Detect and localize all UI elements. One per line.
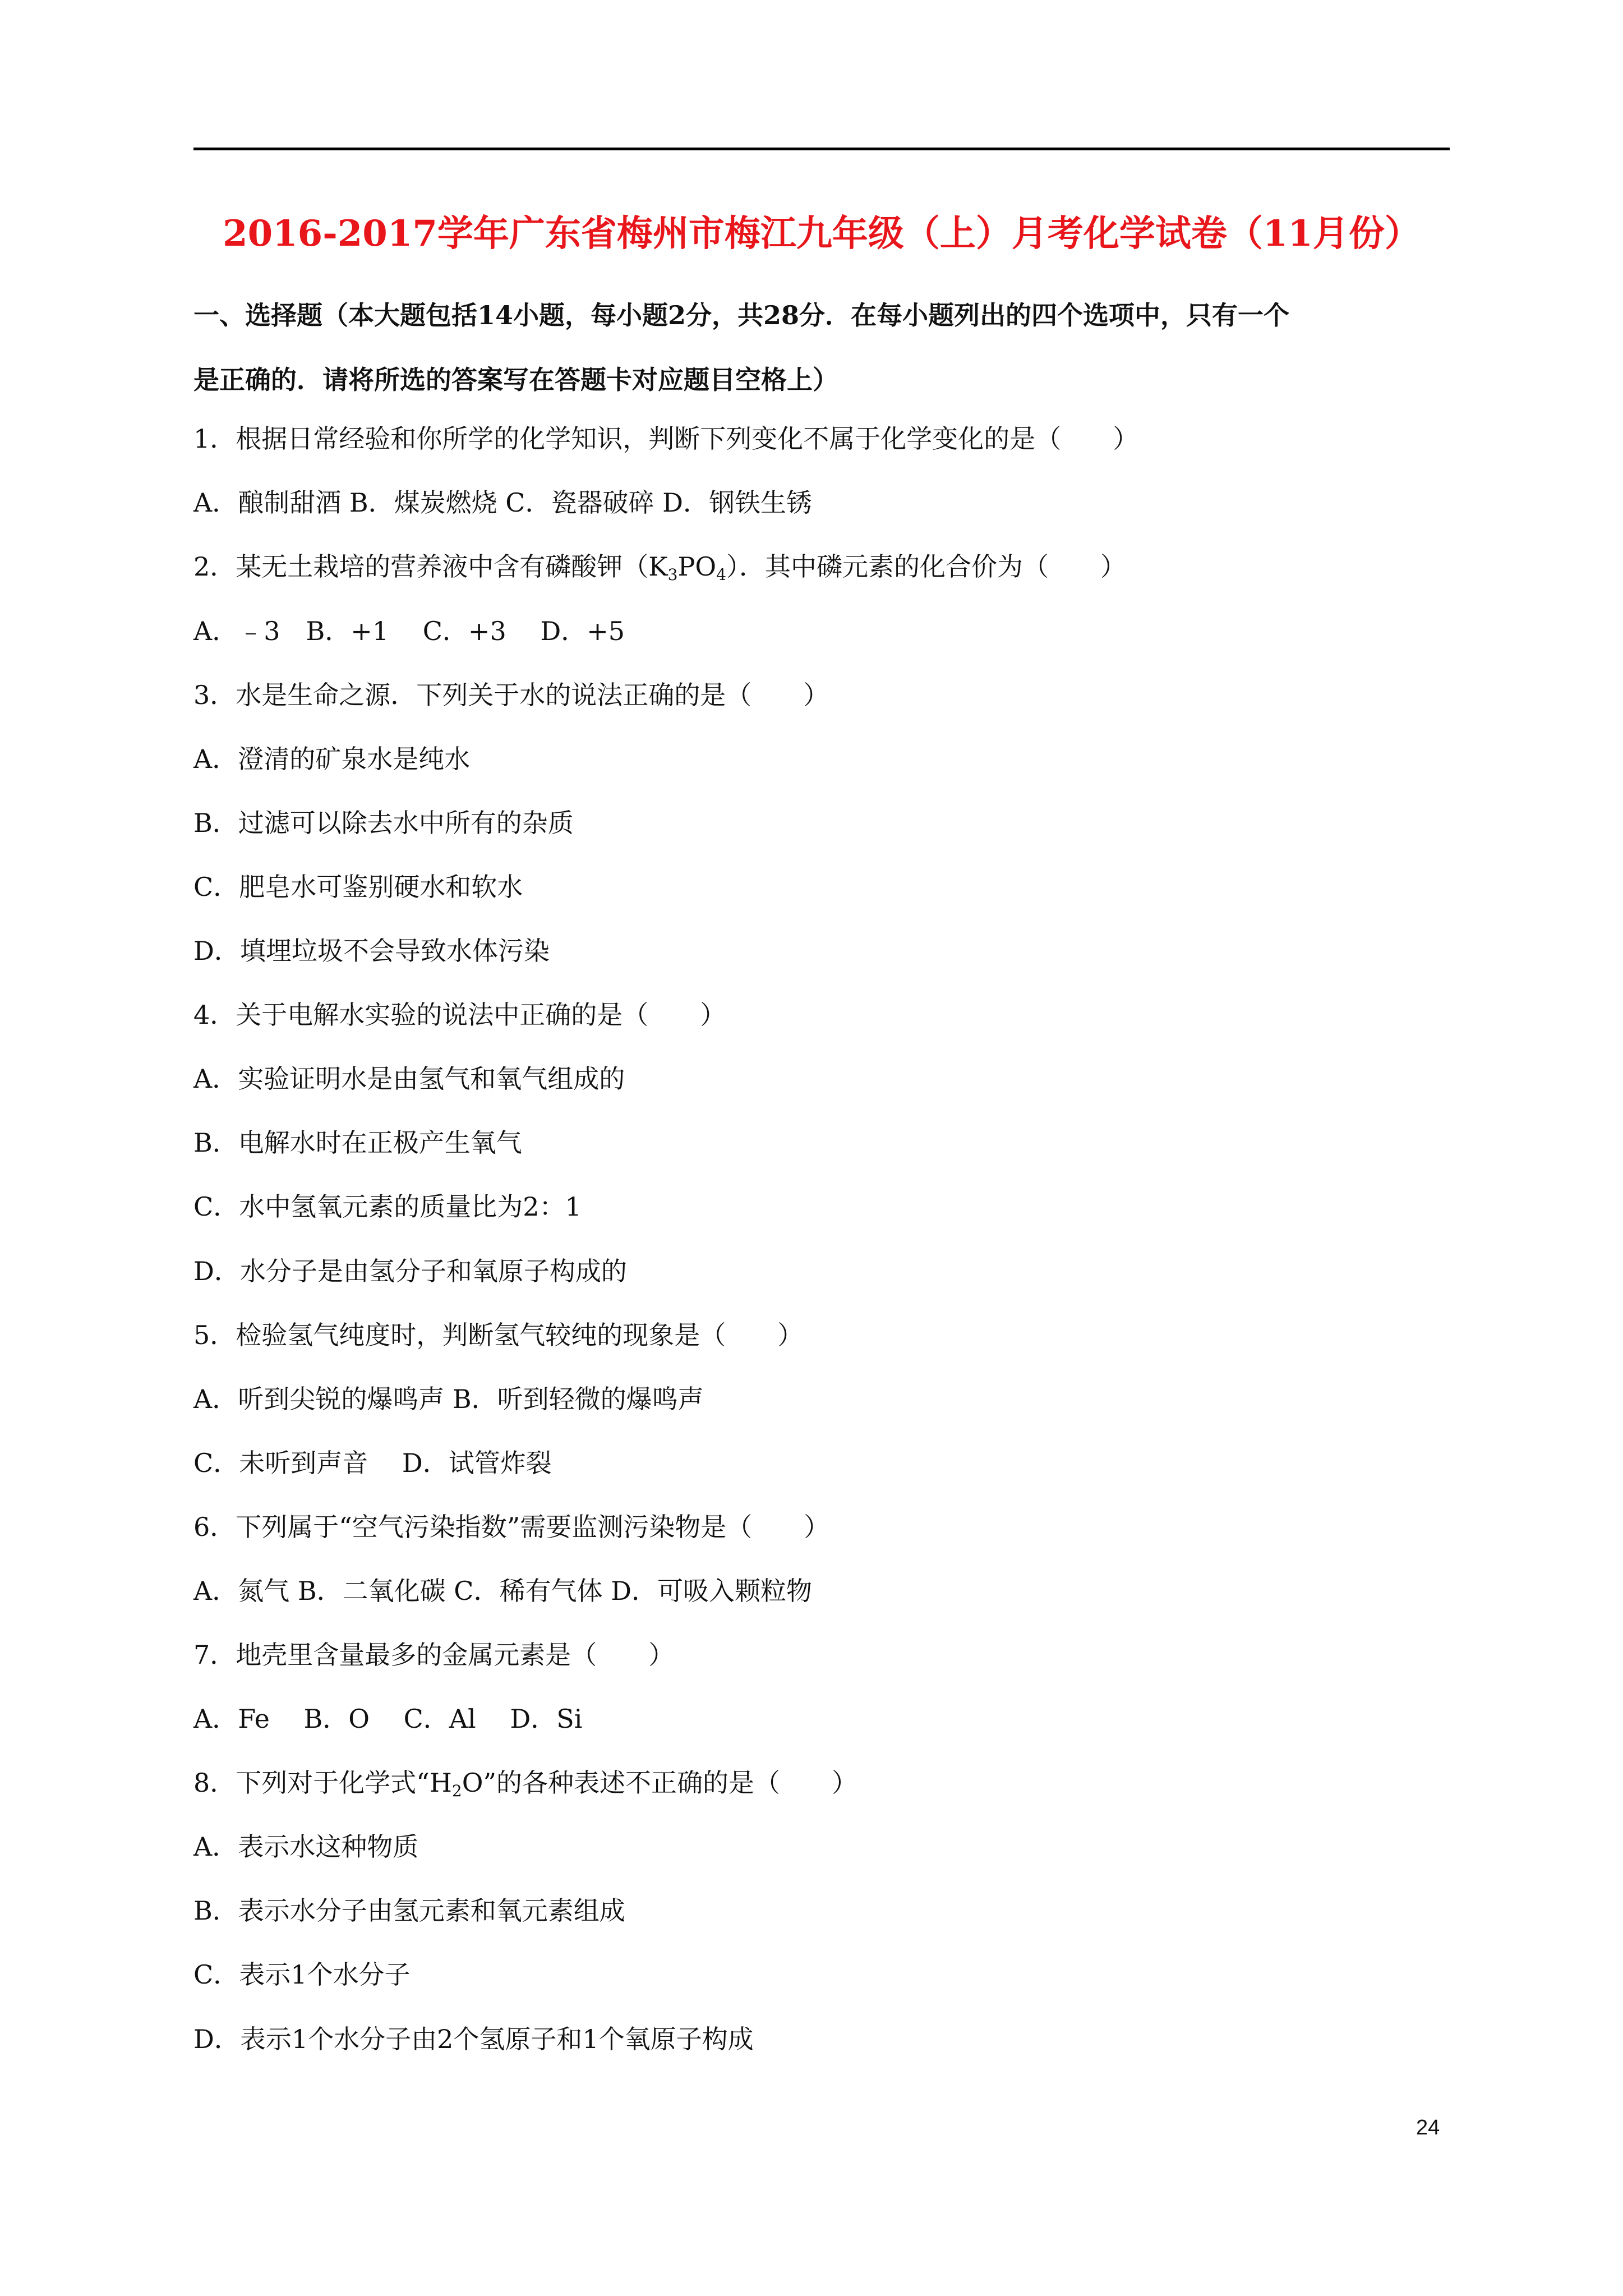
question-7-stem: 7．地壳里含量最多的金属元素是（ ） bbox=[193, 1640, 675, 1670]
question-3-option-a: A．澄清的矿泉水是纯水 bbox=[193, 744, 471, 774]
question-5-options-ab: A．听到尖锐的爆鸣声 B．听到轻微的爆鸣声 bbox=[193, 1384, 704, 1414]
question-5-options-cd: C．未听到声音 D．试管炸裂 bbox=[193, 1448, 552, 1478]
question-7-options: A．Fe B．O C．Al D．Si bbox=[193, 1704, 583, 1734]
question-1-options: A．酿制甜酒 B．煤炭燃烧 C．瓷器破碎 D．钢铁生锈 bbox=[193, 487, 812, 518]
question-4-option-a: A．实验证明水是由氢气和氧气组成的 bbox=[193, 1064, 625, 1094]
section-heading-line2: 是正确的．请将所选的答案写在答题卡对应题目空格上） bbox=[193, 365, 838, 395]
question-8-option-b: B．表示水分子由氢元素和氧元素组成 bbox=[193, 1895, 625, 1926]
page-number: 24 bbox=[1416, 2116, 1440, 2139]
exam-title: 2016-2017学年广东省梅州市梅江九年级（上）月考化学试卷（11月份） bbox=[223, 213, 1421, 255]
section-heading-line1: 一、选择题（本大题包括14小题，每小题2分，共28分．在每小题列出的四个选项中，只有一个 bbox=[193, 300, 1290, 330]
question-3-stem: 3．水是生命之源．下列关于水的说法正确的是（ ） bbox=[193, 680, 829, 710]
question-4-option-b: B．电解水时在正极产生氧气 bbox=[193, 1128, 522, 1158]
section-heading bbox=[193, 283, 1450, 412]
question-2-options: A．﹣3 B．+1 C．+3 D．+5 bbox=[193, 616, 625, 646]
header-rule bbox=[193, 148, 1450, 150]
question-6-options: A．氮气 B．二氧化碳 C．稀有气体 D．可吸入颗粒物 bbox=[193, 1576, 812, 1606]
question-8-option-c: C．表示1个水分子 bbox=[193, 1959, 411, 1990]
question-5-stem: 5．检验氢气纯度时，判断氢气较纯的现象是（ ） bbox=[193, 1320, 804, 1350]
question-3-option-d: D．填埋垃圾不会导致水体污染 bbox=[193, 936, 550, 966]
question-4-option-c: C．水中氢氧元素的质量比为2：1 bbox=[193, 1191, 582, 1222]
question-8-stem: 8．下列对于化学式“$H_2O$”的各种表述不正确的是（ ） bbox=[193, 1768, 857, 1800]
question-4-stem: 4．关于电解水实验的说法中正确的是（ ） bbox=[193, 1000, 726, 1030]
question-2-stem: 2．某无土栽培的营养液中含有磷酸钾$(K_3PO_4)$．其中磷元素的化合价为（ ） bbox=[193, 551, 1126, 584]
question-6-stem: 6．下列属于“空气污染指数”需要监测污染物是（ ） bbox=[193, 1512, 830, 1542]
question-3-option-b: B．过滤可以除去水中所有的杂质 bbox=[193, 808, 574, 838]
question-1-stem: 1．根据日常经验和你所学的化学知识，判断下列变化不属于化学变化的是（ ） bbox=[193, 424, 1139, 454]
question-8-option-d: D．表示1个水分子由2个氢原子和1个氧原子构成 bbox=[193, 2024, 754, 2054]
question-3-option-c: C．肥皂水可鉴别硬水和软水 bbox=[193, 872, 523, 902]
question-8-option-a: A．表示水这种物质 bbox=[193, 1832, 419, 1862]
question-4-option-d: D．水分子是由氢分子和氧原子构成的 bbox=[193, 1256, 627, 1286]
